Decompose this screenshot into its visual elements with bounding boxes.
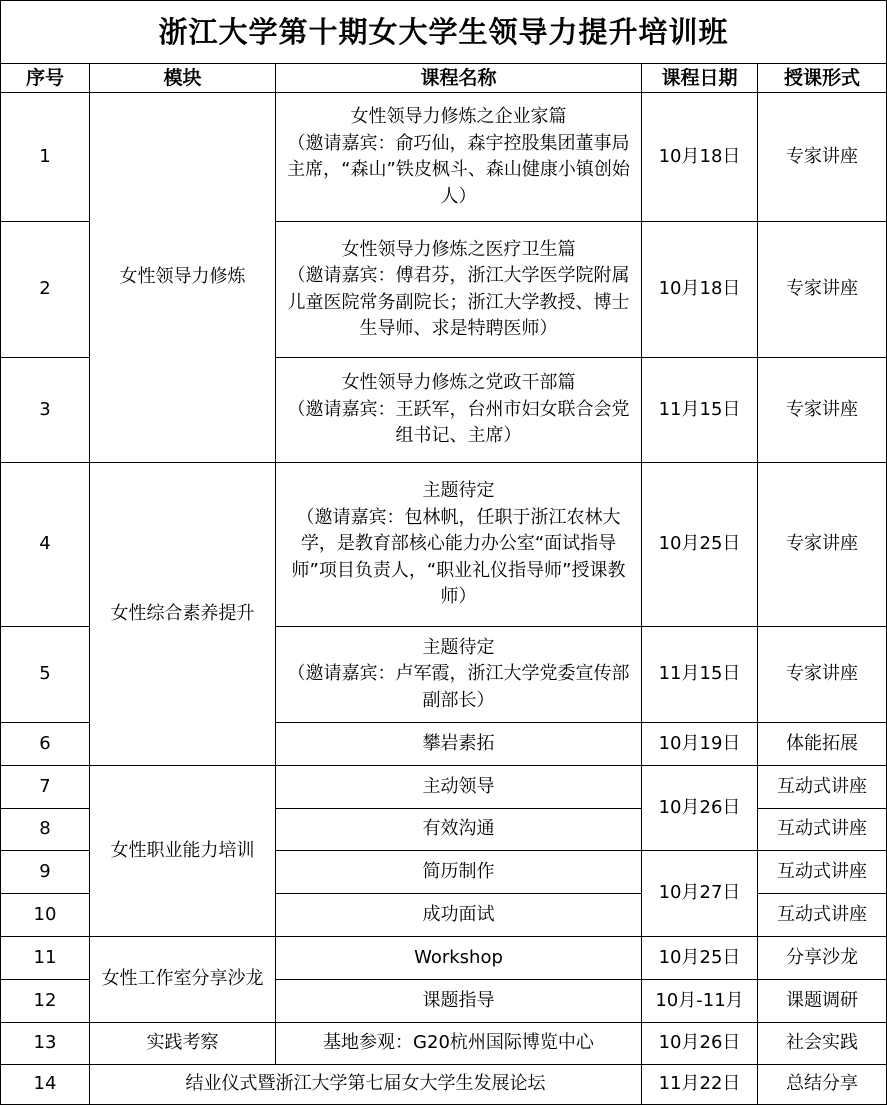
course-date: 10月26日 — [642, 1023, 758, 1065]
row-index: 8 — [1, 809, 90, 851]
course-date: 10月25日 — [642, 937, 758, 980]
course-format: 体能拓展 — [758, 723, 887, 766]
course-guest: （邀请嘉宾：卢军霞，浙江大学党委宣传部副部长） — [287, 663, 630, 711]
course-format: 专家讲座 — [758, 463, 887, 627]
course-date: 10月25日 — [642, 463, 758, 627]
course-date: 11月22日 — [642, 1065, 758, 1105]
course-cell — [276, 93, 642, 222]
row-index: 2 — [1, 222, 90, 358]
course-cell — [276, 627, 642, 723]
course-cell — [276, 222, 642, 358]
course-date: 10月18日 — [642, 93, 758, 222]
table-row — [1, 1023, 887, 1065]
course-format: 互动式讲座 — [758, 766, 887, 809]
course-guest: （邀请嘉宾：傅君芬，浙江大学医学院附属儿童医院常务副院长；浙江大学教授、博士生导师、求是特聘医师） — [287, 265, 630, 339]
course-topic: 主动领导 — [276, 766, 642, 809]
header-module: 模块 — [90, 64, 276, 93]
course-topic: 主题待定 — [422, 480, 495, 502]
course-format: 总结分享 — [758, 1065, 887, 1105]
table-row — [1, 463, 887, 627]
course-topic: 主题待定 — [422, 636, 495, 658]
row-index: 1 — [1, 93, 90, 222]
module-cell: 结业仪式暨浙江大学第七届女大学生发展论坛 — [90, 1065, 642, 1105]
row-index: 4 — [1, 463, 90, 627]
module-cell: 女性职业能力培训 — [90, 766, 276, 937]
course-date: 10月27日 — [642, 851, 758, 937]
course-topic: 女性领导力修炼之党政干部篇 — [341, 372, 576, 394]
course-topic: 女性领导力修炼之企业家篇 — [350, 106, 567, 127]
course-guest: （邀请嘉宾：王跃军，台州市妇女联合会党组书记、主席） — [287, 398, 630, 447]
row-index: 11 — [1, 937, 90, 980]
title-row — [1, 1, 887, 64]
row-index: 14 — [1, 1065, 90, 1105]
row-index: 7 — [1, 766, 90, 809]
row-index: 6 — [1, 723, 90, 766]
course-topic: 有效沟通 — [276, 809, 642, 851]
course-date: 10月26日 — [642, 766, 758, 851]
course-date: 10月-11月 — [642, 980, 758, 1023]
header-index: 序号 — [1, 64, 90, 93]
row-index: 9 — [1, 851, 90, 894]
course-topic: 基地参观：G20杭州国际博览中心 — [276, 1023, 642, 1065]
module-cell: 女性领导力修炼 — [90, 93, 276, 463]
course-format: 专家讲座 — [758, 358, 887, 463]
course-format: 互动式讲座 — [758, 851, 887, 894]
course-format: 课题调研 — [758, 980, 887, 1023]
course-format: 社会实践 — [758, 1023, 887, 1065]
module-cell: 实践考察 — [90, 1023, 276, 1065]
course-date: 10月19日 — [642, 723, 758, 766]
course-topic: 成功面试 — [276, 894, 642, 937]
row-index: 12 — [1, 980, 90, 1023]
course-format: 互动式讲座 — [758, 894, 887, 937]
course-guest: （邀请嘉宾：俞巧仙，森宇控股集团董事局主席，“森山”铁皮枫斗、森山健康小镇创始人） — [287, 132, 630, 207]
course-topic: Workshop — [276, 937, 642, 980]
course-date: 11月15日 — [642, 627, 758, 723]
course-format: 互动式讲座 — [758, 809, 887, 851]
course-date: 10月18日 — [642, 222, 758, 358]
module-cell: 女性工作室分享沙龙 — [90, 937, 276, 1023]
course-format: 专家讲座 — [758, 627, 887, 723]
course-format: 专家讲座 — [758, 222, 887, 358]
course-format: 分享沙龙 — [758, 937, 887, 980]
table-row — [1, 937, 887, 980]
course-topic: 攀岩素拓 — [276, 723, 642, 766]
row-index: 10 — [1, 894, 90, 937]
page-title: 浙江大学第十期女大学生领导力提升培训班 — [1, 1, 887, 64]
table-row — [1, 93, 887, 222]
header-date: 课程日期 — [642, 64, 758, 93]
course-topic: 课题指导 — [276, 980, 642, 1023]
header-format: 授课形式 — [758, 64, 887, 93]
row-index: 3 — [1, 358, 90, 463]
row-index: 5 — [1, 627, 90, 723]
module-cell: 女性综合素养提升 — [90, 463, 276, 766]
course-cell — [276, 358, 642, 463]
header-course: 课程名称 — [276, 64, 642, 93]
table-row — [1, 1065, 887, 1105]
course-topic: 简历制作 — [276, 851, 642, 894]
course-cell — [276, 463, 642, 627]
course-format: 专家讲座 — [758, 93, 887, 222]
row-index: 13 — [1, 1023, 90, 1065]
header-row — [1, 64, 887, 93]
table-row — [1, 766, 887, 809]
course-guest: （邀请嘉宾：包林帆，任职于浙江农林大学，是教育部核心能力办公室“面试指导师”项目负责人，“职业礼仪指导师”授课教师） — [291, 506, 626, 608]
course-date: 11月15日 — [642, 358, 758, 463]
course-topic: 女性领导力修炼之医疗卫生篇 — [341, 238, 576, 260]
